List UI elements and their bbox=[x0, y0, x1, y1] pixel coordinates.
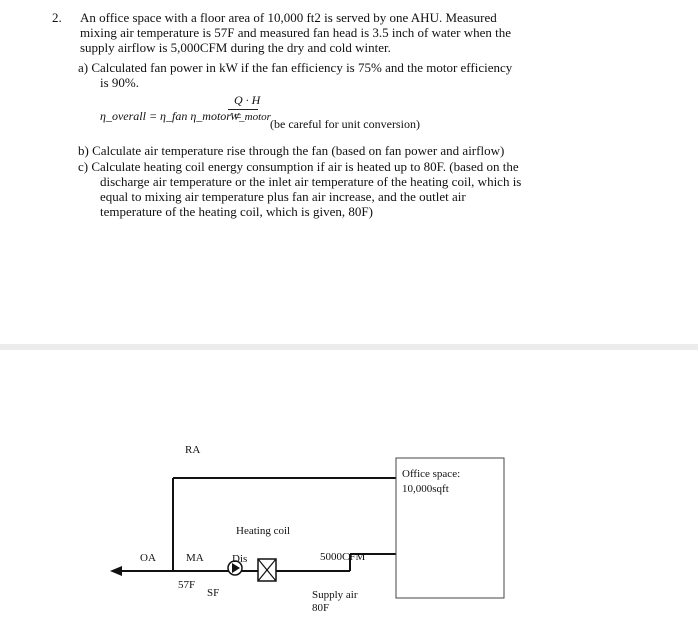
problem-intro-line: An office space with a floor area of 10,000 ft2 is served by one AHU. Measured bbox=[80, 10, 497, 25]
part-c-text: temperature of the heating coil, which is given, 80F) bbox=[100, 204, 373, 219]
office-space-label: Office space: bbox=[402, 468, 461, 480]
fraction-bar bbox=[228, 109, 258, 110]
ahu-diagram bbox=[0, 350, 698, 619]
supply-fan-label: SF bbox=[207, 587, 220, 599]
problem-number: 2. bbox=[52, 10, 62, 25]
discharge-label: Dis bbox=[232, 553, 248, 565]
oa-label: OA bbox=[140, 552, 156, 564]
formula-numerator: Q · H bbox=[234, 93, 261, 107]
ma-temp-label: 57F bbox=[178, 579, 196, 591]
ra-label: RA bbox=[185, 444, 201, 456]
formula-lhs: η_overall = η_fan η_motor = bbox=[100, 109, 243, 123]
formula-denominator: W_motor bbox=[230, 111, 271, 123]
heating-coil-label: Heating coil bbox=[236, 525, 291, 537]
office-area-label: 10,000sqft bbox=[402, 483, 449, 495]
ma-label: MA bbox=[186, 552, 204, 564]
part-c-text: discharge air temperature or the inlet air temperature of the heating coil, which is bbox=[100, 174, 522, 189]
part-c-text: equal to mixing air temperature plus fan air increase, and the outlet air bbox=[100, 189, 466, 204]
part-c-text: c) Calculate heating coil energy consumption if air is heated up to 80F. (based on the bbox=[78, 159, 519, 174]
ahu-schematic bbox=[0, 350, 698, 619]
problem-intro-line: supply airflow is 5,000CFM during the dry and cold winter. bbox=[80, 40, 391, 55]
unit-conversion-note: (be careful for unit conversion) bbox=[270, 117, 420, 131]
part-a-text: a) Calculated fan power in kW if the fan efficiency is 75% and the motor efficiency bbox=[78, 60, 513, 75]
supply-air-label: Supply air bbox=[312, 589, 358, 601]
outside-air-arrow-icon bbox=[110, 566, 122, 576]
problem-intro-line: mixing air temperature is 57F and measured fan head is 3.5 inch of water when the bbox=[80, 25, 512, 40]
efficiency-formula bbox=[100, 93, 480, 139]
supply-air-temp-label: 80F bbox=[312, 602, 330, 614]
part-a-text: is 90%. bbox=[100, 75, 139, 90]
airflow-label: 5000CFM bbox=[320, 551, 366, 563]
part-b-text: b) Calculate air temperature rise through the fan (based on fan power and airflow) bbox=[78, 143, 505, 158]
